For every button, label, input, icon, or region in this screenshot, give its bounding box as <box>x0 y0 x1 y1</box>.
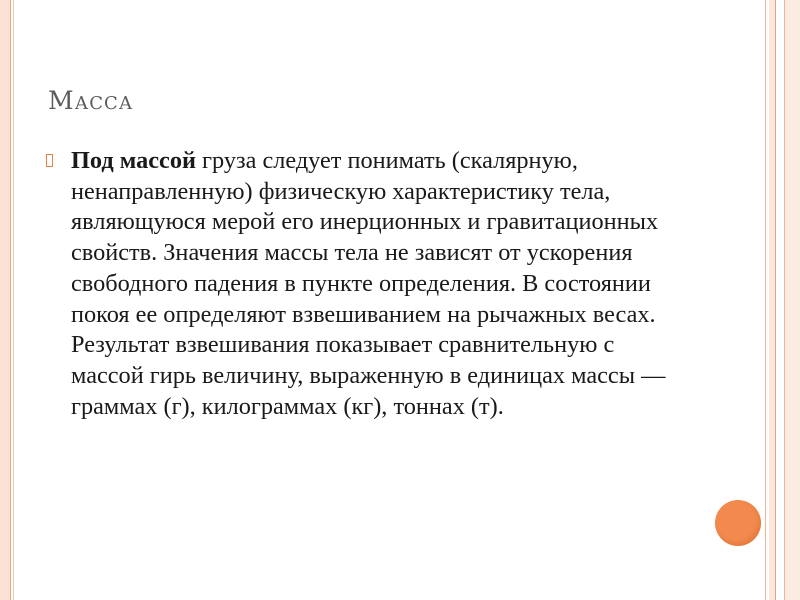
hollow-rectangle-bullet-icon <box>46 154 53 167</box>
right-decorative-band-edge <box>784 0 785 600</box>
left-decorative-line <box>10 0 11 600</box>
right-decorative-line <box>765 0 766 600</box>
right-decorative-band <box>784 0 800 600</box>
bullet-list <box>46 146 686 422</box>
bullet-lead-term: Под массой <box>71 147 196 174</box>
left-decorative-stripe <box>0 0 10 600</box>
orange-circle-icon <box>715 500 761 546</box>
bullet-paragraph <box>71 146 686 422</box>
slide-title: Масса <box>48 86 134 115</box>
left-decorative-thin-line <box>13 0 14 600</box>
right-decorative-line-inner <box>775 0 776 600</box>
bullet-body-text: груза следует понимать (скалярную, ненаправленную) физическую характеристику тела, являющуюся мерой его инерционных и гравитационных свойств. Значения массы тела не зависят от ускорения свободного падения в пункте определения. В состоянии покоя ее определяют взвешиванием на рычажных весах. Результат взвешивания показывает сравнительную с массой гирь величину, выраженную в единицах массы — граммах (г), килограммах (кг), тоннах (т). <box>71 147 666 420</box>
bullet-item <box>46 146 686 422</box>
